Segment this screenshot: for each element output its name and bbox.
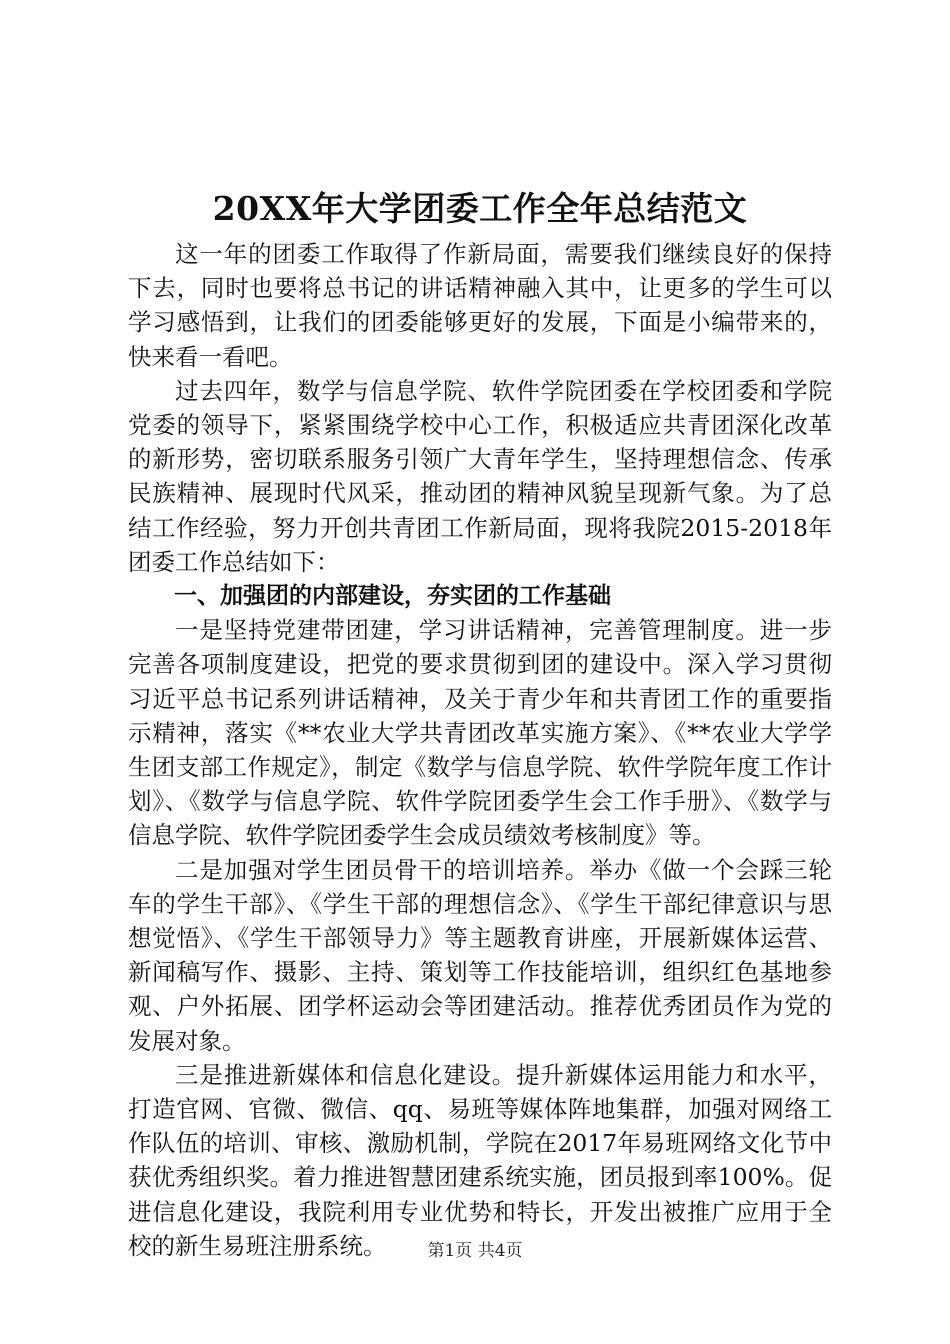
section-heading: 一、加强团的内部建设，夯实团的工作基础: [174, 583, 611, 610]
point-two-paragraph: 二是加强对学生团员骨干的培训培养。举办《做一个会踩三轮车的学生干部》、《学生干部的理想信念》、《学生干部纪律意识与思想觉悟》、《学生干部领导力》等主题教育讲座，开展新媒体运营、新闻稿写作、摄影、主持、策划等工作技能培训，组织红色基地参观、户外拓展、团学杯运动会等团建活动。推荐优秀团员作为党的发展对象。: [128, 855, 832, 1055]
point-one-paragraph: 一是坚持党建带团建，学习讲话精神，完善管理制度。进一步完善各项制度建设，把党的要求贯彻到团的建设中。深入学习贯彻习近平总书记系列讲话精神，及关于青少年和共青团工作的重要指示精神，落实《**农业大学共青团改革实施方案》、《**农业大学学生团支部工作规定》，制定《数学与信息学院、软件学院年度工作计划》、《数学与信息学院、软件学院团委学生会工作手册》、《数学与信息学院、软件学院团委学生会成员绩效考核制度》等。: [128, 616, 832, 850]
intro-paragraph: 这一年的团委工作取得了作新局面，需要我们继续良好的保持下去，同时也要将总书记的讲话精神融入其中，让更多的学生可以学习感悟到，让我们的团委能够更好的发展，下面是小编带来的，快来看一看吧。: [128, 240, 832, 371]
page-number-footer: 第1页 共4页: [427, 1241, 523, 1261]
document-body: [128, 237, 832, 1263]
background-paragraph: 过去四年，数学与信息学院、软件学院团委在学校团委和学院党委的领导下，紧紧围绕学校中心工作，积极适应共青团深化改革的新形势，密切联系服务引领广大青年学生，坚持理想信念、传承民族精神、展现时代风采，推动团的精神风貌呈现新气象。为了总结工作经验，努力开创共青团工作新局面，现将我院2015-2018年团委工作总结如下：: [128, 376, 832, 576]
document-title: 20XX年大学团委工作全年总结范文: [212, 189, 748, 228]
point-three-paragraph: 三是推进新媒体和信息化建设。提升新媒体运用能力和水平，打造官网、官微、微信、qq、易班等媒体阵地集群，加强对网络工作队伍的培训、审核、激励机制，学院在2017年易班网络文化节中获优秀组织奖。着力推进智慧团建系统实施，团员报到率100%。促进信息化建设，我院利用专业优势和特长，开发出被推广应用于全校的新生易班注册系统。: [128, 1060, 832, 1260]
